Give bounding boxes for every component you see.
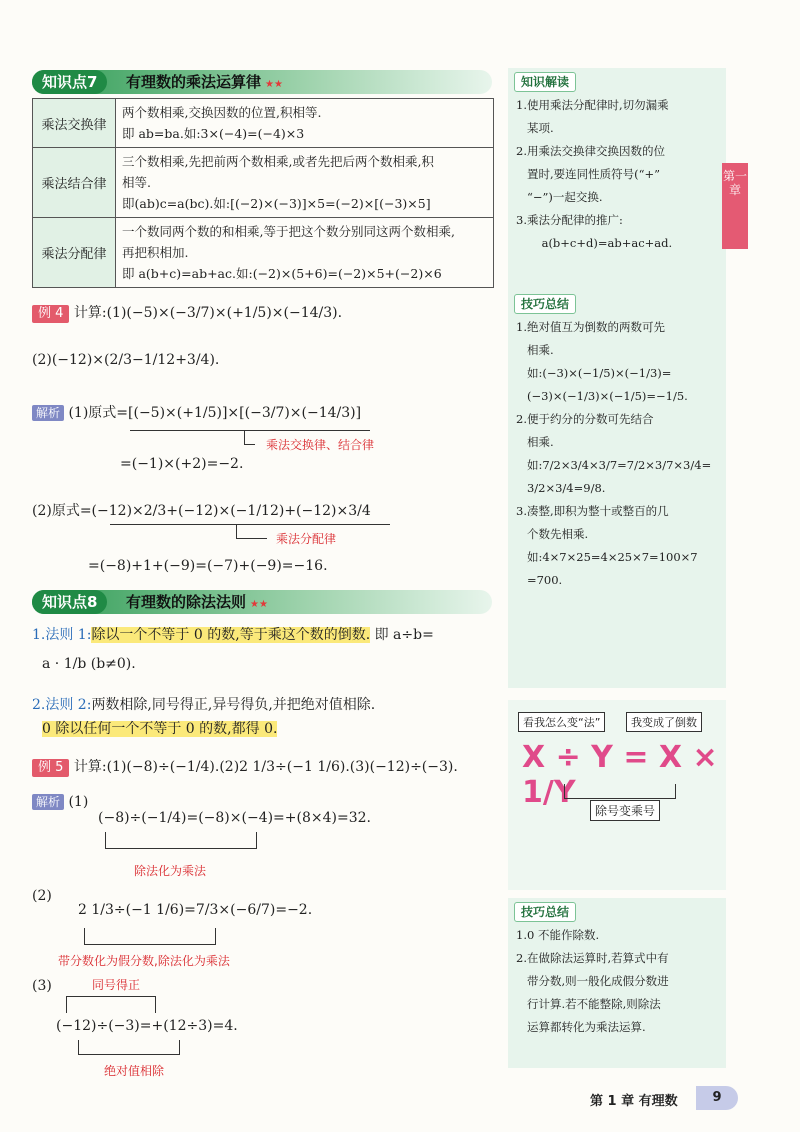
ex5-answer3: (−12)÷(−3)=+(12÷3)=4.	[56, 1018, 238, 1034]
ex4-tag: 例 4	[32, 305, 69, 323]
ex4-note2: 乘法分配律	[276, 532, 337, 546]
bracket	[564, 784, 676, 799]
tips-panel-header: 技巧总结	[514, 294, 576, 314]
kp8-title: 有理数的除法法则 ★★	[126, 593, 268, 611]
kp7-header	[32, 70, 492, 94]
knowledge-panel-header: 知识解读	[514, 72, 576, 92]
rule-desc: 三个数相乘,先把前两个数相乘,或者先把后两个数相乘,积	[122, 154, 434, 169]
law1-text: 除以一个不等于 0 的数,等于乘这个数的倒数.	[91, 627, 371, 643]
ex4-answer2: (2)原式=(−12)×2/3+(−12)×(−1/12)+(−12)×3/4	[32, 503, 371, 519]
rule-desc-cont: 相等.	[122, 175, 151, 190]
cartoon-note: 除号变乘号	[590, 800, 660, 821]
bracket	[66, 996, 156, 1013]
footer-chapter: 第 1 章 有理数	[590, 1094, 678, 1109]
chapter-tab: 第一章	[722, 163, 748, 249]
ex5-part2-label: (2)	[32, 888, 52, 904]
tips-panel	[508, 290, 726, 688]
table-row	[33, 218, 494, 288]
rule-desc-cont: 再把积相加.	[122, 245, 189, 260]
law2-label: 2.法则 2:	[32, 697, 92, 713]
rule-example: 即 ab=ba.如:3×(−4)=(−4)×3	[122, 126, 305, 141]
tips-panel-text: 1.绝对值互为倒数的两数可先 相乘. 如:(−3)×(−1/5)×(−1/3)= (−3)×(−1/3)×(−1/5)=−1/5. 2.便于约分的分数可先结合 相乘. 如:7/2×3/4×3/7=7/2×3/7×3/4= 3/2×3/4=9/8. 3.凑整,即积为整十或整百的几 个数先相乘. 如:4×7×25=4×25×7=100×7 =700.	[516, 320, 712, 587]
ex4-question1: 例 4 计算:(1)(−5)×(−3/7)×(+1/5)×(−14/3).	[32, 302, 342, 323]
ex5-part1-label: 解析 (1)	[32, 794, 88, 810]
ex5-note2: 带分数化为假分数,除法化为乘法	[58, 954, 230, 968]
ex5-note3b: 绝对值相除	[104, 1064, 165, 1078]
ex4-answer1: 解析 (1)原式=[(−5)×(+1/5)]×[(−3/7)×(−14/3)]	[32, 402, 361, 422]
rules-table	[32, 98, 494, 288]
ex5-part3-label: (3)	[32, 978, 52, 994]
kp7-title: 有理数的乘法运算律 ★★	[126, 73, 283, 91]
analysis-tag: 解析	[32, 405, 64, 421]
ex4-answer2b: =(−8)+1+(−9)=(−7)+(−9)=−16.	[88, 558, 328, 574]
rule-desc: 一个数同两个数的和相乘,等于把这个数分别同这两个数相乘,	[122, 224, 455, 239]
kp7-stars: ★★	[265, 79, 283, 90]
rule-example: 即 a(b+c)=ab+ac.如:(−2)×(5+6)=(−2)×5+(−2)×6	[122, 266, 442, 281]
kp8-header	[32, 590, 492, 614]
table-row	[33, 99, 494, 148]
ex5-note3a: 同号得正	[92, 978, 141, 992]
tips-panel-2-header: 技巧总结	[514, 902, 576, 922]
ex4-question2: (2)(−12)×(2/3−1/12+3/4).	[32, 352, 220, 368]
speech-bubble: 我变成了倒数	[626, 712, 702, 732]
ex5-question: 例 5 计算:(1)(−8)÷(−1/4).(2)2 1/3÷(−1 1/6).(3)(−12)÷(−3).	[32, 756, 458, 777]
ex4-answer1b: =(−1)×(+2)=−2.	[120, 456, 244, 472]
rule-desc: 两个数相乘,交换因数的位置,积相等.	[122, 105, 322, 120]
ex5-answer1: (−8)÷(−1/4)=(−8)×(−4)=+(8×4)=32.	[98, 810, 371, 826]
kp7-tag: 知识点7	[32, 70, 107, 94]
rule-name: 乘法交换律	[33, 99, 116, 148]
arrow-connector	[244, 430, 255, 445]
knowledge-panel-text: 1.使用乘法分配律时,切勿漏乘 某项. 2.用乘法交换律交换因数的位 置时,要连同性质符号(“+” “−”)一起交换. 3.乘法分配律的推广: a(b+c+d)=ab+ac+ad.	[516, 98, 673, 250]
law2: 2.法则 2:两数相除,同号得正,异号得负,并把绝对值相除.	[32, 697, 376, 713]
ex5-answer2: 2 1/3÷(−1 1/6)=7/3×(−6/7)=−2.	[78, 902, 313, 918]
ex4-note1: 乘法交换律、结合律	[266, 438, 375, 452]
law1-formula: a · 1/b (b≠0).	[42, 656, 136, 672]
rule-name: 乘法分配律	[33, 218, 116, 288]
speech-bubble: 看我怎么变“法”	[518, 712, 605, 732]
bracket	[84, 928, 216, 945]
ex5-note1: 除法化为乘法	[134, 864, 207, 878]
law1-label: 1.法则 1:	[32, 627, 92, 643]
arrow-connector	[236, 524, 267, 539]
page-number: 9	[696, 1086, 738, 1110]
tips-panel-2-text: 1.0 不能作除数. 2.在做除法运算时,若算式中有 带分数,则一般化成假分数进 行计算.若不能整除,则除法 运算都转化为乘法运算.	[516, 928, 669, 1034]
bracket	[105, 832, 257, 849]
kp8-stars: ★★	[250, 599, 268, 610]
rule-name: 乘法结合律	[33, 148, 116, 218]
bracket	[78, 1040, 180, 1055]
law1: 1.法则 1:除以一个不等于 0 的数,等于乘这个数的倒数. 即 a÷b=	[32, 627, 434, 643]
kp8-tag: 知识点8	[32, 590, 107, 614]
knowledge-panel	[508, 68, 726, 290]
tips-panel-2	[508, 898, 726, 1068]
ex5-tag: 例 5	[32, 759, 69, 777]
rule-example: 即(ab)c=a(bc).如:[(−2)×(−3)]×5=(−2)×[(−3)×5]	[122, 196, 431, 211]
analysis-tag: 解析	[32, 794, 64, 810]
cartoon-panel	[508, 700, 726, 890]
table-row	[33, 148, 494, 218]
division-formula: X ÷ Y = X × 1/Y	[522, 740, 718, 810]
law2-zero-rule: 0 除以任何一个不等于 0 的数,都得 0.	[42, 721, 278, 737]
